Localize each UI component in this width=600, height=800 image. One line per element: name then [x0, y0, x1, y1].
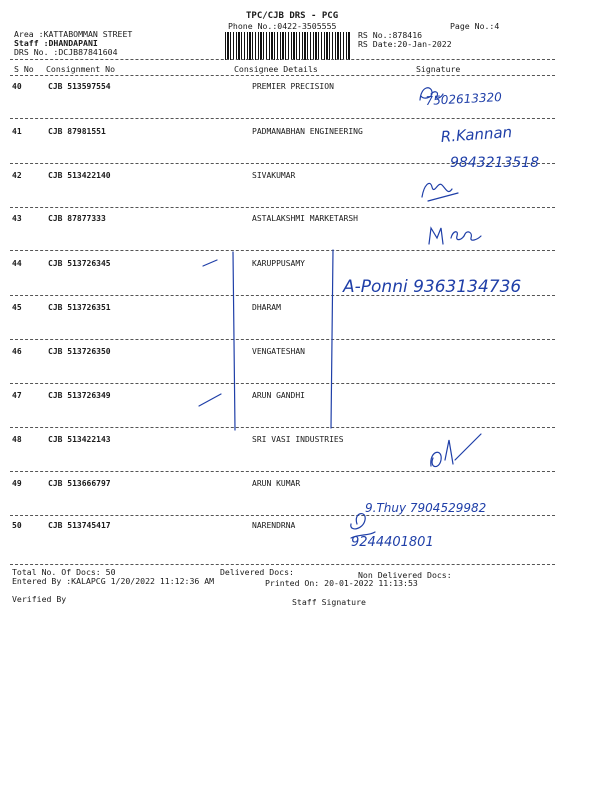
row-consignee: DHARAM — [252, 303, 281, 312]
name-text: R.Kannan — [440, 123, 513, 146]
divider — [10, 207, 555, 208]
total-docs: Total No. Of Docs: 50 — [12, 567, 116, 577]
row-consignment: CJB 87877333 — [48, 214, 106, 223]
row-consignee: PREMIER PRECISION — [252, 82, 334, 91]
col-signature: Signature — [416, 64, 461, 74]
row-sno: 42 — [12, 171, 22, 180]
bracket-marks — [195, 248, 345, 433]
handwriting-row50 — [345, 498, 555, 558]
phone-number: Phone No.:0422-3505555 — [228, 21, 337, 31]
staff-signature: Staff Signature — [292, 597, 366, 607]
row-consignment: CJB 513422143 — [48, 435, 111, 444]
rs-number: RS No.:878416 — [358, 30, 423, 40]
row-sno: 44 — [12, 259, 22, 268]
row-sno: 40 — [12, 82, 22, 91]
row-consignment: CJB 513726345 — [48, 259, 111, 268]
row-sno: 48 — [12, 435, 22, 444]
row-sno: 47 — [12, 391, 22, 400]
area-label: Area :KATTABOMMAN STREET — [14, 29, 133, 39]
row-consignee: SRI VASI INDUSTRIES — [252, 435, 344, 444]
row-consignee: SIVAKUMAR — [252, 171, 296, 180]
row-consignment: CJB 513422140 — [48, 171, 111, 180]
row-consignee: NARENDRNA — [252, 521, 296, 530]
row-sno: 45 — [12, 303, 22, 312]
non-delivered-docs: Non Delivered Docs: — [358, 570, 452, 580]
signature-row48 — [425, 430, 485, 475]
doc-title: TPC/CJB DRS - PCG — [246, 11, 339, 21]
row-sno: 46 — [12, 347, 22, 356]
entered-by: Entered By :KALAPCG 1/20/2022 11:12:36 AM — [12, 576, 215, 586]
row-sno: 43 — [12, 214, 22, 223]
rs-date: RS Date:20-Jan-2022 — [358, 39, 452, 49]
table-row — [0, 171, 600, 217]
row-consignee: ARUN GANDHI — [252, 391, 305, 400]
printed-on: Printed On: 20-01-2022 11:13:53 — [265, 578, 418, 588]
row-sno: 49 — [12, 479, 22, 488]
phone-text: 7502613320 — [425, 89, 503, 108]
col-consignment: Consignment No — [46, 64, 116, 74]
row-consignment: CJB 513666797 — [48, 479, 111, 488]
row-consignee: VENGATESHAN — [252, 347, 305, 356]
drs-number: DRS No. :DCJB87841604 — [14, 47, 118, 57]
handwriting-phone-row40 — [425, 90, 545, 112]
divider — [10, 75, 555, 76]
row-consignment: CJB 513726351 — [48, 303, 111, 312]
row-consignment: CJB 513726349 — [48, 391, 111, 400]
signature-row42 — [418, 175, 468, 205]
verified-by: Verified By — [12, 594, 67, 604]
staff-label: Staff :DHANDAPANI — [14, 38, 98, 48]
row-sno: 41 — [12, 127, 22, 136]
row-consignment: CJB 513726350 — [48, 347, 111, 356]
delivered-docs: Delivered Docs: — [220, 567, 294, 577]
divider — [10, 564, 555, 565]
phone-text: 9843213518 — [450, 155, 540, 171]
phone-text: 9244401801 — [351, 535, 434, 550]
divider — [10, 118, 555, 119]
row-consignment: CJB 513745417 — [48, 521, 111, 530]
row-consignee: PADMANABHAN ENGINEERING — [252, 127, 363, 136]
row-consignee: ARUN KUMAR — [252, 479, 301, 488]
phone-text: A-Ponni 9363134736 — [343, 277, 522, 297]
row-consignee: ASTALAKSHMI MARKETARSH — [252, 214, 358, 223]
handwriting-row44-45 — [335, 270, 585, 300]
table-row — [0, 435, 600, 481]
col-consignee: Consignee Details — [234, 64, 318, 74]
handwriting-row41 — [440, 125, 560, 175]
row-consignee: KARUPPUSAMY — [252, 259, 305, 268]
row-sno: 50 — [12, 521, 22, 530]
top-text: 9.Thuy 7904529982 — [365, 501, 487, 515]
row-consignment: CJB 87981551 — [48, 127, 106, 136]
divider — [10, 59, 555, 60]
signature-row43 — [425, 220, 495, 250]
row-consignment: CJB 513597554 — [48, 82, 111, 91]
barcode-image — [225, 32, 351, 60]
page-number: Page No.:4 — [450, 21, 500, 31]
col-sno: S No — [14, 64, 34, 74]
